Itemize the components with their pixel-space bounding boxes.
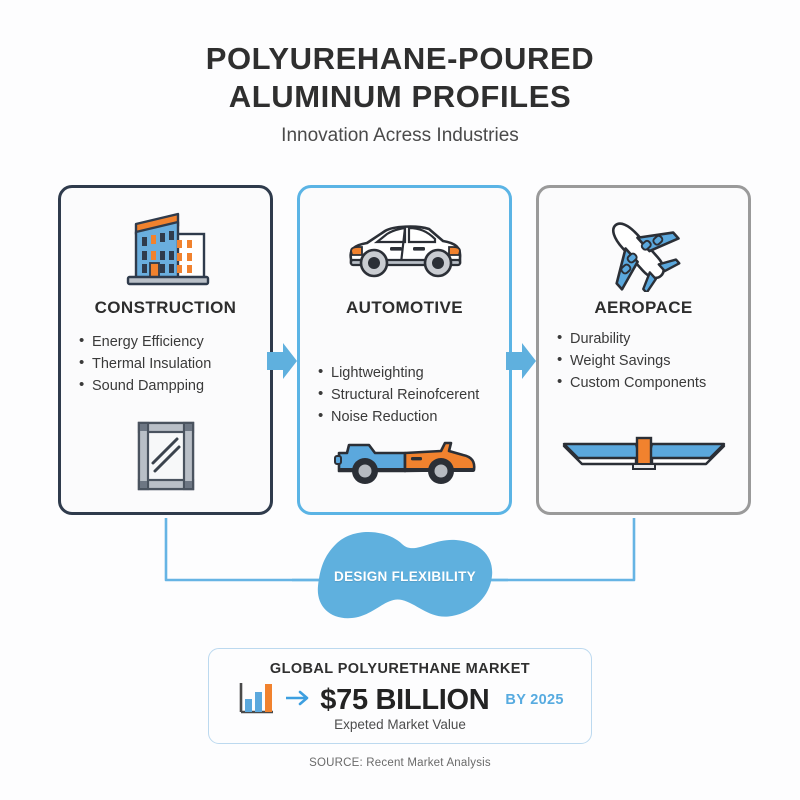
right-arrow-icon (504, 340, 538, 382)
list-item: • Custom Components (557, 372, 747, 394)
market-caption: Expeted Market Value (334, 717, 466, 732)
list-item: • Energy Efficiency (79, 331, 269, 353)
list-item: • Thermal Insulation (79, 353, 269, 375)
market-row (209, 679, 591, 721)
page-title-line-2: ALUMINUM PROFILES (228, 79, 572, 114)
list-item: • Noise Reduction (318, 406, 508, 428)
bullet-list-aerospace (557, 328, 747, 394)
list-item: • Weight Savings (557, 350, 747, 372)
market-headline: GLOBAL POLYURETHANE MARKET (269, 661, 531, 677)
convertible-car-icon (300, 414, 509, 498)
bullet-list-construction (79, 331, 269, 397)
card-automotive[interactable] (297, 185, 512, 515)
list-item: • Sound Dampping (79, 375, 269, 397)
list-item: • Durability (557, 328, 747, 350)
right-arrow-icon (285, 689, 311, 712)
bar-chart-icon (236, 679, 276, 722)
list-item: • Structural Reinofcerent (318, 384, 508, 406)
page-title-line-1: POLYUREHANE-POURED (205, 41, 595, 76)
sedan-car-icon (300, 204, 509, 292)
card-construction[interactable] (58, 185, 273, 515)
source-line: SOURCE: Recent Market Analysis (309, 757, 491, 769)
design-flexibility-blob (310, 528, 500, 624)
airplane-icon (539, 204, 748, 292)
page-subtitle: Innovation Acress Industries (281, 125, 519, 146)
office-building-icon (61, 204, 270, 292)
design-flexibility-label: DESIGN FLEXIBILITY (334, 568, 476, 584)
window-frame-icon (61, 414, 270, 498)
list-item: • Lightweighting (318, 362, 508, 384)
market-by-year: BY 2025 (505, 692, 564, 708)
card-title-construction: CONSTRUCTION (94, 298, 237, 317)
right-arrow-icon (265, 340, 299, 382)
market-panel (208, 648, 592, 744)
header (0, 40, 800, 147)
market-value: $75 BILLION (320, 683, 490, 716)
aircraft-wing-icon (539, 414, 748, 498)
card-title-automotive: AUTOMOTIVE (345, 298, 464, 317)
card-title-aerospace: AEROPACE (594, 298, 693, 317)
card-aerospace[interactable] (536, 185, 751, 515)
